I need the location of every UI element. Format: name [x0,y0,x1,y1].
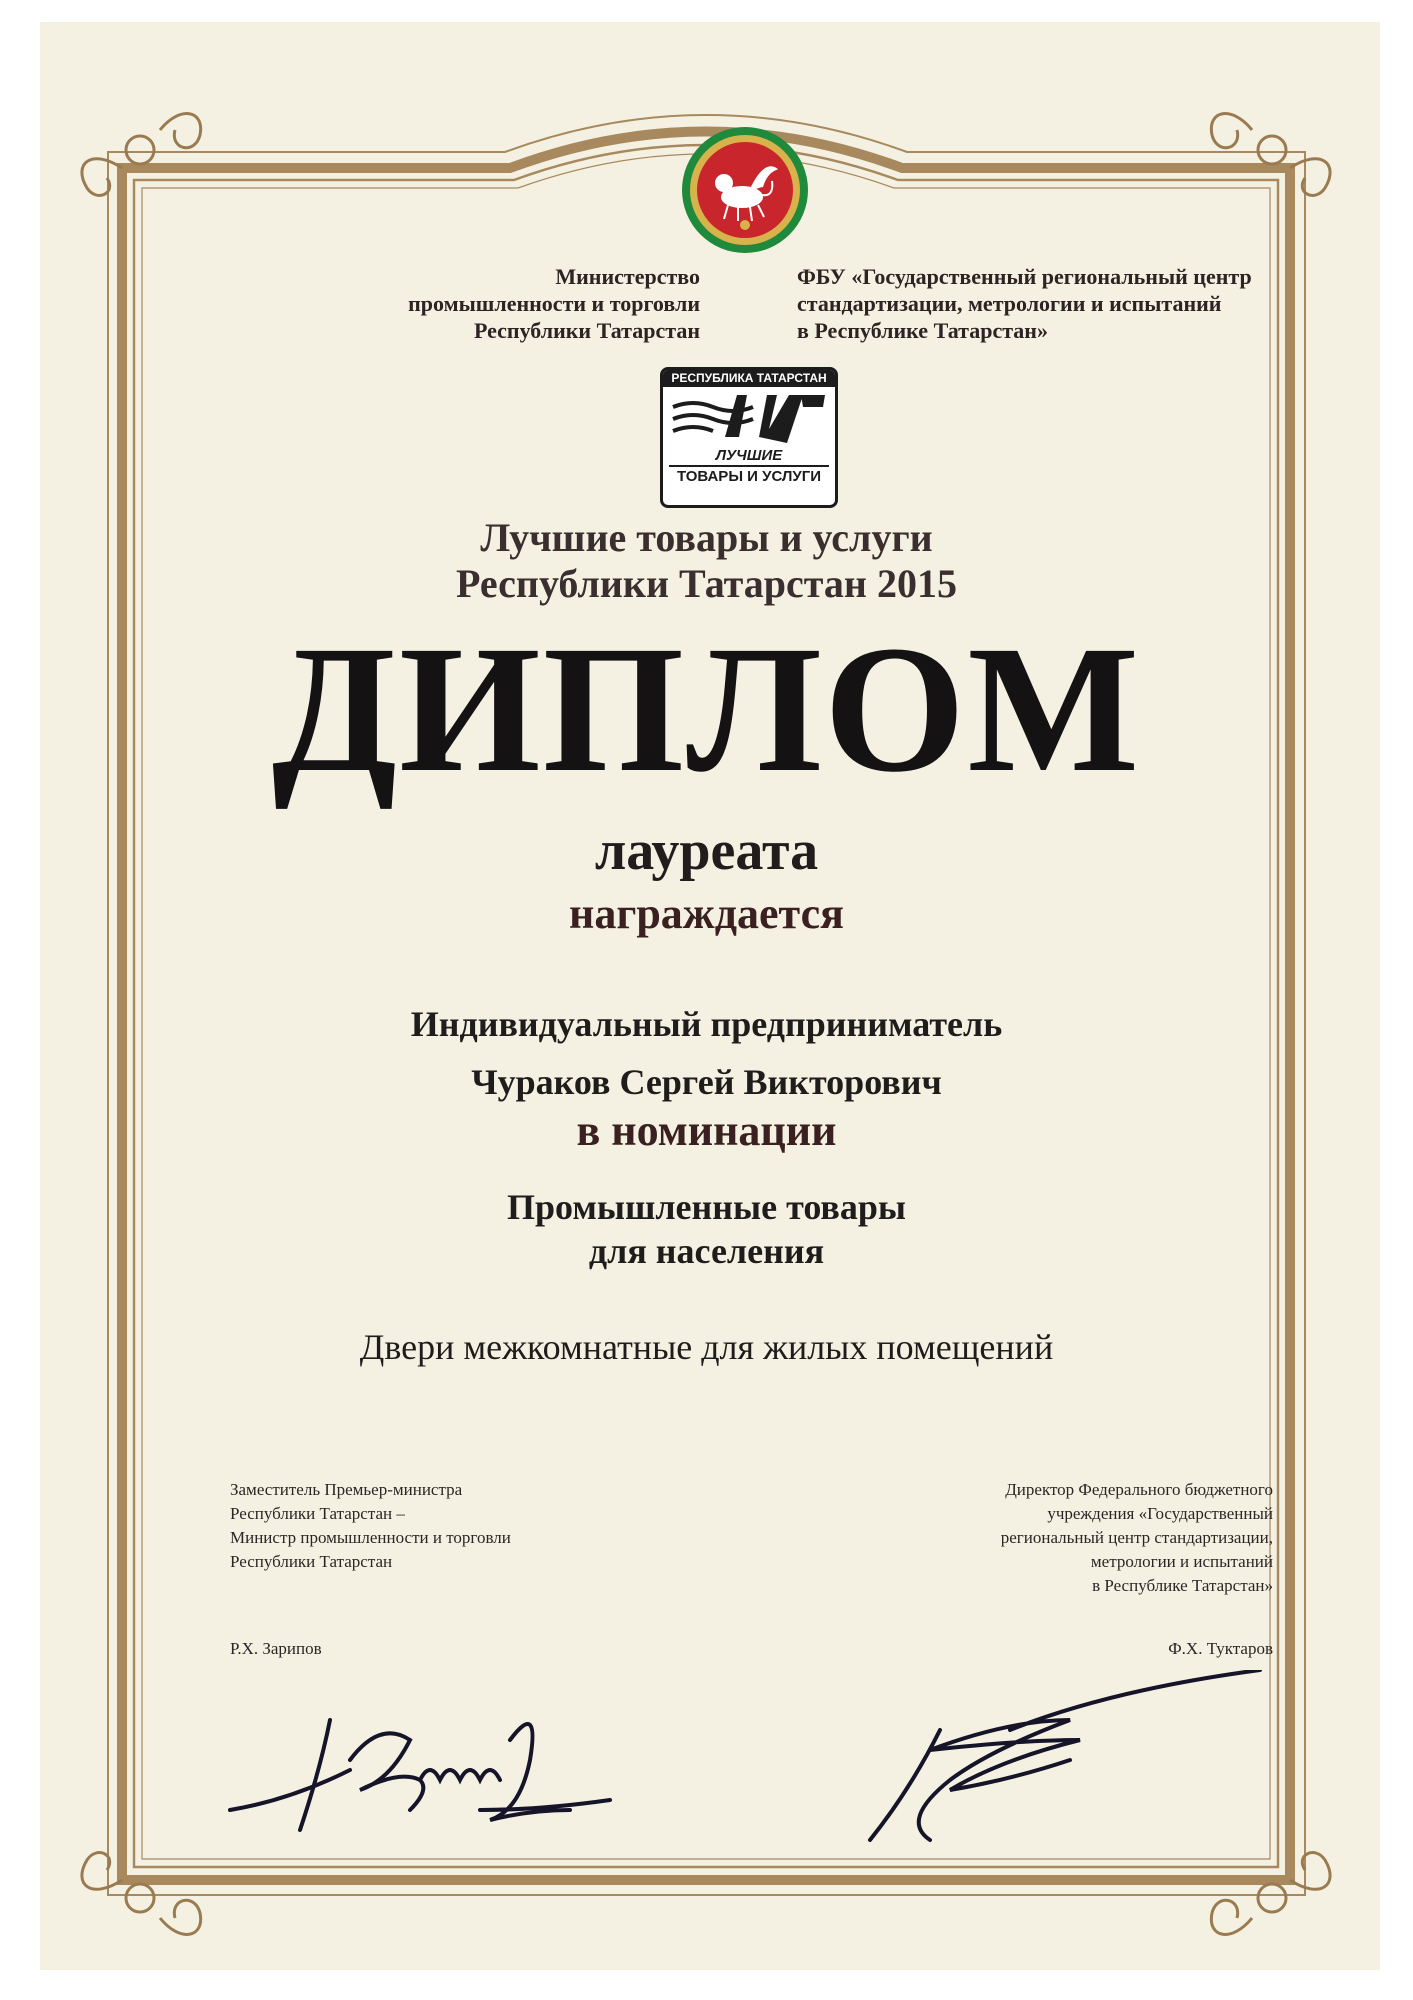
nomination-line: Промышленные товары [507,1187,906,1227]
signatory-right-line: Директор Федерального бюджетного [1005,1480,1273,1499]
ministry-line: Республики Татарстан [473,318,700,343]
fbu-line: ФБУ «Государственный региональный центр [797,264,1252,289]
signatory-right-line: в Республике Татарстан» [1092,1576,1273,1595]
laureate-subtitle: лауреата [594,820,819,882]
product-line: Двери межкомнатные для жилых помещений [359,1327,1054,1367]
logo-mark-icon [663,387,835,447]
fbu-line: в Республике Татарстан» [797,318,1048,343]
fbu-name [797,263,1317,344]
signatory-left-title [230,1478,650,1574]
ministry-line: Министерство [555,264,700,289]
signatory-right-line: региональный центр стандартизации, [1000,1528,1273,1547]
tatarstan-emblem-icon [680,125,810,255]
signatory-left-line: Республики Татарстан [230,1552,393,1571]
ministry-name [300,263,700,344]
contest-line: Лучшие товары и услуги [480,515,933,560]
nomination [0,1185,1413,1273]
signatory-right-line: метрологии и испытаний [1090,1552,1273,1571]
awarded-label: награждается [569,889,844,938]
signature-left-icon [220,1700,620,1840]
nomination-line: для населения [588,1231,825,1271]
signatory-left-line: Республики Татарстан – [230,1504,405,1523]
logo-bottom-text: ТОВАРЫ И УСЛУГИ [669,465,829,487]
recipient-line: Индивидуальный предприниматель [410,1004,1003,1044]
ministry-line: промышленности и торговли [408,291,700,316]
signatory-left-line: Министр промышленности и торговли [230,1528,511,1547]
contest-line: Республики Татарстан 2015 [456,561,957,606]
signature-right-icon [860,1670,1280,1850]
signatory-right-name: Ф.Х. Туктаров [1168,1639,1273,1658]
logo-mid-text: ЛУЧШИЕ [715,447,783,464]
nomination-label: в номинации [576,1106,837,1155]
recipient [0,995,1413,1111]
signatory-left-name: Р.Х. Зарипов [230,1639,322,1658]
signatory-right-title [800,1478,1273,1598]
signatory-left-line: Заместитель Премьер-министра [230,1480,463,1499]
contest-title [0,515,1413,607]
diploma-title: ДИПЛОМ [271,609,1142,810]
signatory-right-line: учреждения «Государственный [1047,1504,1273,1523]
logo-top-text: РЕСПУБЛИКА ТАТАРСТАН [663,370,835,387]
contest-logo [660,367,838,508]
recipient-name: Чураков Сергей Викторович [471,1062,942,1102]
fbu-line: стандартизации, метрологии и испытаний [797,291,1222,316]
